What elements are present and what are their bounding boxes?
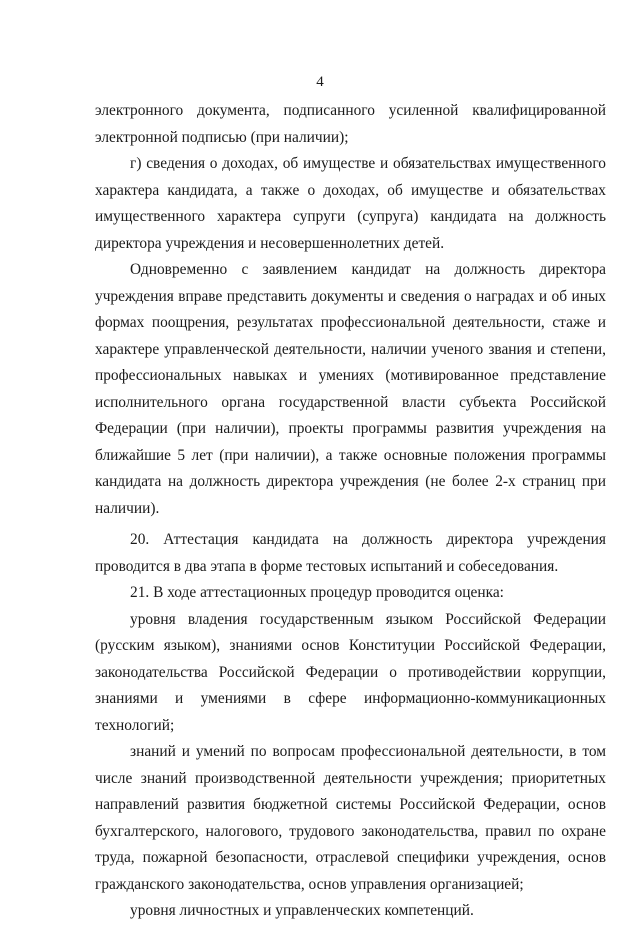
paragraph-item-20-attestation: 20. Аттестация кандидата на должность директора учреждения проводится в два этапа в форме тестовых испытаний и собеседования. (95, 531, 606, 575)
paragraph-personal-competencies: уровня личностных и управленческих компетенций. (130, 902, 474, 919)
paragraph-item-21-assessment: 21. В ходе аттестационных процедур проводится оценка: (130, 584, 504, 601)
paragraph-additional-documents: Одновременно с заявлением кандидат на должность директора учреждения вправе представить документы и сведения о наградах и об иных формах поощрения, результатах профессиональной деятельности, стаже и характере управленческой деятельности, наличии ученого звания и степени, профессиональных навыках и умениях (мотивированное представление исполнительного органа государственной власти субъекта Российской Федерации (при наличии), проекты программы развития учреждения на ближайшие 5 лет (при наличии), а также основные положения программы кандидата на должность директора учреждения (не более 2-х страниц при наличии). (95, 261, 606, 517)
paragraph-language-knowledge: уровня владения государственным языком Российской Федерации (русским языком), знаниями основ Конституции Российской Федерации, законодательства Российской Федерации о противодействии коррупции, знаниями и умениями в сфере информационно-коммуникационных технологий; (95, 610, 606, 734)
page-number: 4 (316, 74, 324, 90)
paragraph-income-information: г) сведения о доходах, об имуществе и обязательствах имущественного характера кандидата, а также о доходах, об имуществе и обязательствах имущественного характера супруги (супруга) кандидата на должность директора учреждения и несовершеннолетних детей. (95, 155, 606, 252)
paragraph-professional-knowledge: знаний и умений по вопросам профессиональной деятельности, в том числе знаний производственной деятельности учреждения; приоритетных направлений развития бюджетной системы Российской Федерации, основ бухгалтерского, налогового, трудового законодательства, правил по охране труда, пожарной безопасности, отраслевой специфики учреждения, основ гражданского законодательства, основ управления организацией; (95, 743, 606, 893)
paragraph-electronic-signature: электронного документа, подписанного усиленной квалифицированной электронной подписью (при наличии); (95, 102, 606, 146)
document-body (95, 98, 606, 925)
